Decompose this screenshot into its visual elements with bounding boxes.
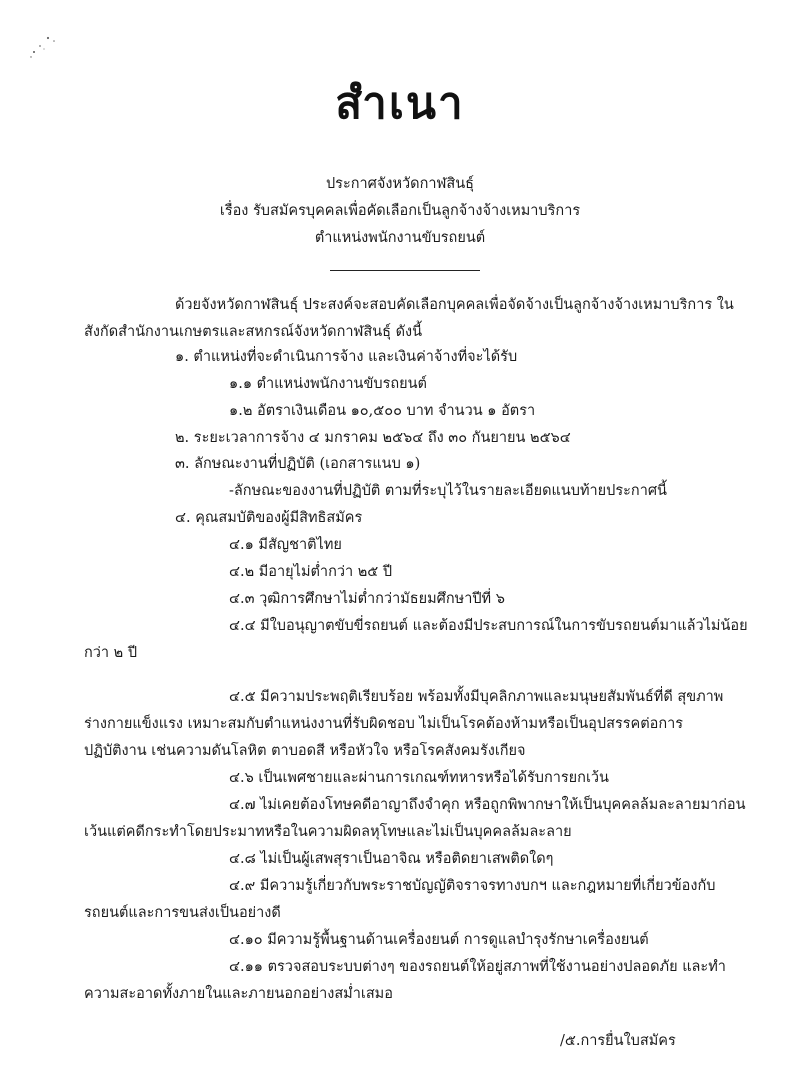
item-4-5-line-2: ร่างกายแข็งแรง เหมาะสมกับตำแหน่งงานที่รับผิดชอบ ไม่เป็นโรคต้องห้ามหรือเป็นอุปสรรคต่อการ xyxy=(84,716,684,732)
item-4-8: ๔.๘ ไม่เป็นผู้เสพสุราเป็นอาจิณ หรือติดยาเสพติดใดๆ xyxy=(229,851,554,867)
item-1-1: ๑.๑ ตำแหน่งพนักงานขับรถยนต์ xyxy=(229,376,427,392)
item-4-5-line-3: ปฏิบัติงาน เช่นความดันโลหิต ตาบอดสี หรือหัวใจ หรือโรคสังคมรังเกียจ xyxy=(84,743,526,759)
item-4-3: ๔.๓ วุฒิการศึกษาไม่ต่ำกว่ามัธยมศึกษาปีที่ ๖ xyxy=(229,591,505,607)
item-4-2: ๔.๒ มีอายุไม่ต่ำกว่า ๒๕ ปี xyxy=(229,564,393,580)
item-4-11-line-2: ความสะอาดทั้งภายในและภายนอกอย่างสม่ำเสมอ xyxy=(84,986,393,1002)
item-4-10: ๔.๑๐ มีความรู้พื้นฐานด้านเครื่องยนต์ การดูแลบำรุงรักษาเครื่องยนต์ xyxy=(229,932,649,948)
section-1: ๑. ตำแหน่งที่จะดำเนินการจ้าง และเงินค่าจ้างที่จะได้รับ xyxy=(175,349,518,365)
header-position: ตำแหน่งพนักงานขับรถยนต์ xyxy=(314,230,486,246)
intro-line-1: ด้วยจังหวัดกาฬสินธุ์ ประสงค์จะสอบคัดเลือกบุคคลเพื่อจัดจ้างเป็นลูกจ้างจ้างเหมาบริการ ใน xyxy=(175,297,734,313)
item-4-7-line-2: เว้นแต่คดีกระทำโดยประมาทหรือในความผิดลหุโทษและไม่เป็นบุคคลล้มละลาย xyxy=(84,824,572,840)
section-3: ๓. ลักษณะงานที่ปฏิบัติ (เอกสารแนบ ๑) xyxy=(175,456,421,472)
item-4-9-line-2: รถยนต์และการขนส่งเป็นอย่างดี xyxy=(84,905,281,921)
header-divider xyxy=(330,270,480,271)
item-4-6: ๔.๖ เป็นเพศชายและผ่านการเกณฑ์ทหารหรือได้รับการยกเว้น xyxy=(229,770,609,786)
item-4-4-line-1: ๔.๔ มีใบอนุญาตขับขี่รถยนต์ และต้องมีประสบการณ์ในการขับรถยนต์มาแล้วไม่น้อย xyxy=(229,618,748,634)
copy-stamp-title: สำเนา xyxy=(335,78,465,129)
intro-line-2: สังกัดสำนักงานเกษตรและสหกรณ์จังหวัดกาฬสินธุ์ ดังนี้ xyxy=(84,324,423,340)
item-4-5-line-1: ๔.๕ มีความประพฤติเรียบร้อย พร้อมทั้งมีบุคลิกภาพและมนุษยสัมพันธ์ที่ดี สุขภาพ xyxy=(229,689,724,705)
header-subject: เรื่อง รับสมัครบุคคลเพื่อคัดเลือกเป็นลูกจ้างจ้างเหมาบริการ xyxy=(219,203,581,219)
header-announcement: ประกาศจังหวัดกาฬสินธุ์ xyxy=(325,176,475,192)
continuation-note: /๕.การยื่นใบสมัคร xyxy=(560,1033,676,1049)
item-4-4-line-2: กว่า ๒ ปี xyxy=(84,645,138,661)
item-3-1: -ลักษณะของงานที่ปฏิบัติ ตามที่ระบุไว้ในรายละเอียดแนบท้ายประกาศนี้ xyxy=(229,483,667,499)
scan-speck-marks xyxy=(28,32,68,62)
section-4: ๔. คุณสมบัติของผู้มีสิทธิสมัคร xyxy=(175,510,363,526)
item-4-1: ๔.๑ มีสัญชาติไทย xyxy=(229,537,342,553)
section-2: ๒. ระยะเวลาการจ้าง ๔ มกราคม ๒๕๖๔ ถึง ๓๐ กันยายน ๒๕๖๔ xyxy=(175,430,571,446)
item-4-11-line-1: ๔.๑๑ ตรวจสอบระบบต่างๆ ของรถยนต์ให้อยู่สภาพที่ใช้งานอย่างปลอดภัย และทำ xyxy=(229,959,726,975)
item-4-9-line-1: ๔.๙ มีความรู้เกี่ยวกับพระราชบัญญัติจราจรทางบกฯ และกฎหมายที่เกี่ยวข้องกับ xyxy=(229,878,716,894)
item-4-7-line-1: ๔.๗ ไม่เคยต้องโทษคดีอาญาถึงจำคุก หรือถูกพิพากษาให้เป็นบุคคลล้มละลายมาก่อน xyxy=(229,797,746,813)
item-1-2: ๑.๒ อัตราเงินเดือน ๑๐,๕๐๐ บาท จำนวน ๑ อัตรา xyxy=(229,403,536,419)
